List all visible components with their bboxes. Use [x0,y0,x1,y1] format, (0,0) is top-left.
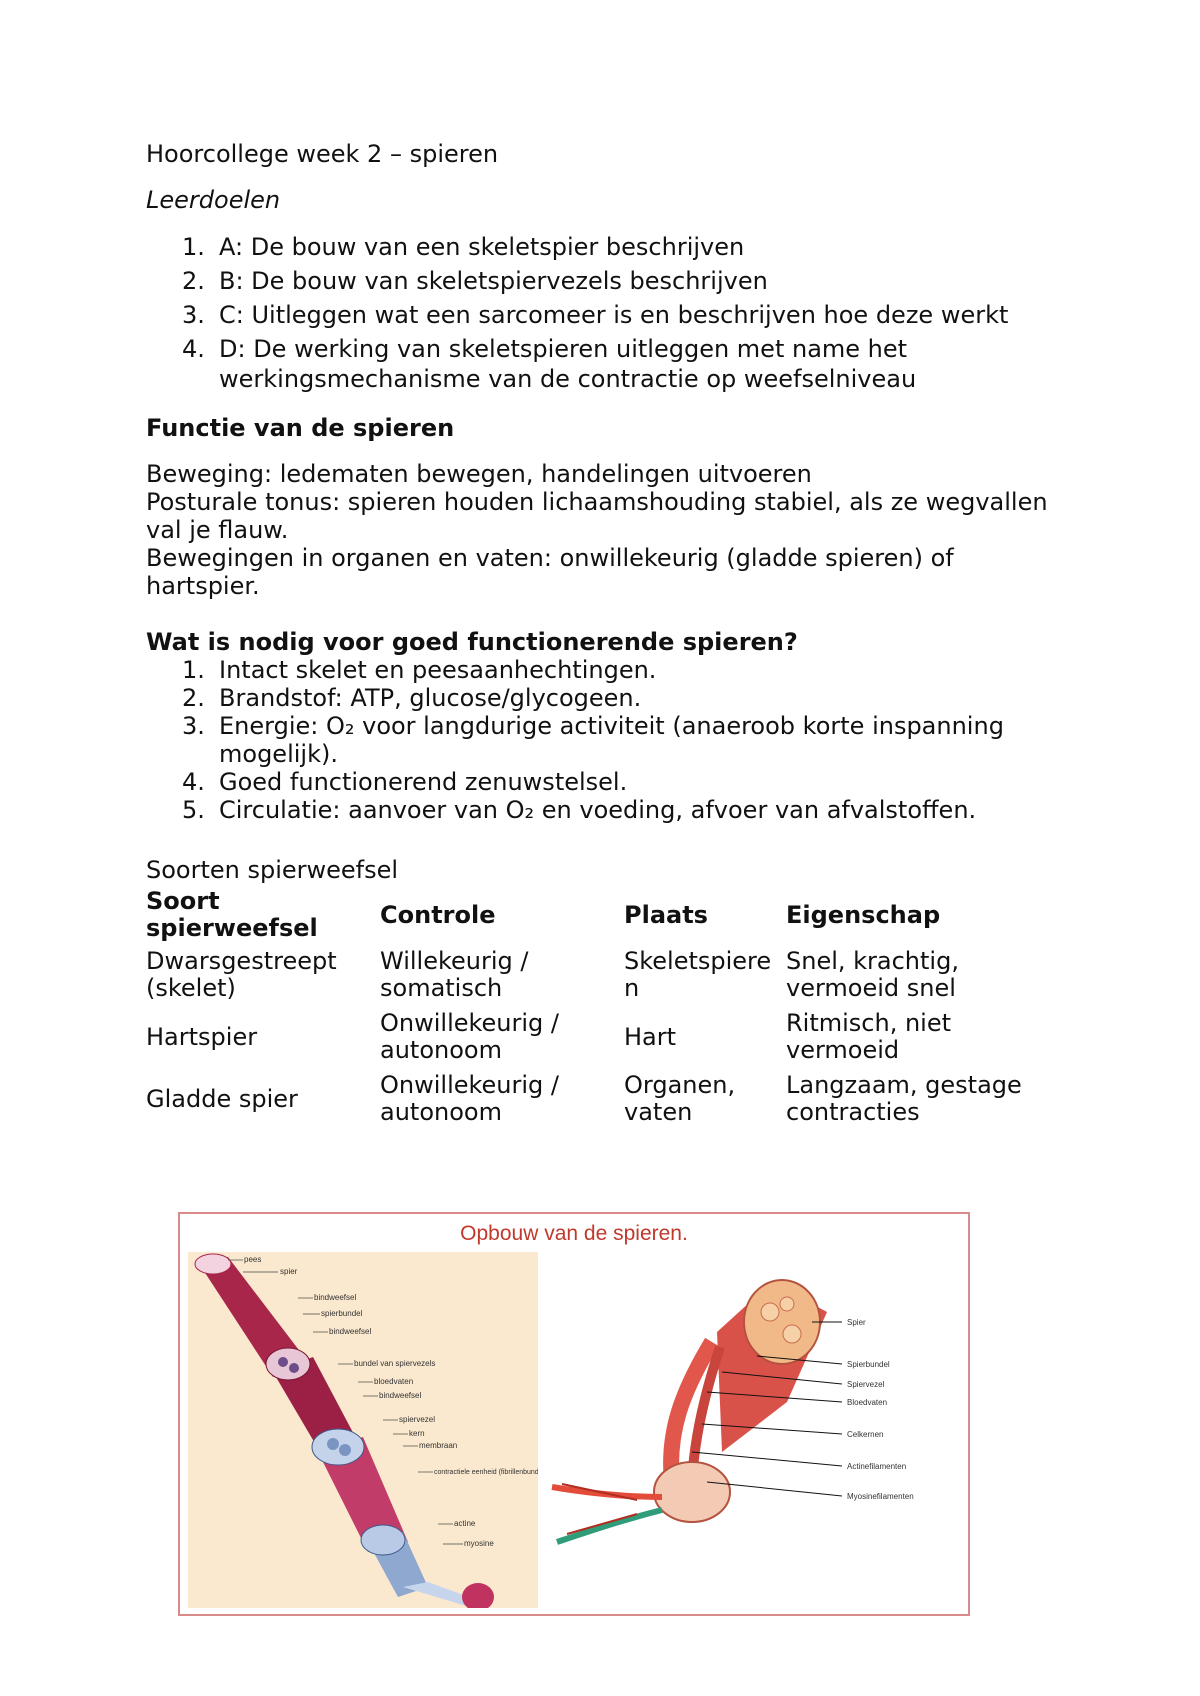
list-item: 2. Brandstof: ATP, glucose/glycogeen. [182,684,642,712]
table-cell: Snel, krachtig, vermoeid snel [786,947,959,1002]
label-text: contractiele eenheid (fibrillenbundel) [434,1469,538,1476]
table-cell: Gladde spier [146,1084,298,1113]
page-title: Hoorcollege week 2 – spieren [146,140,499,168]
list-item: 2. B: De bouw van skeletspiervezels beschrijven [182,267,768,295]
function-line: Bewegingen in organen en vaten: onwillekeurig (gladde spieren) of hartspier. [146,544,954,600]
table-cell: Willekeurig / somatisch [380,947,529,1002]
table-cell: Hart [624,1022,677,1051]
label-text: pees [244,1255,262,1264]
column-header: Plaats [624,900,708,929]
list-item: 5. Circulatie: aanvoer van O₂ en voeding, afvoer van afvalstoffen. [182,796,977,824]
table-cell: Onwillekeurig / autonoom [380,1071,560,1126]
muscle-hierarchy-illustration [188,1252,538,1608]
table-cell: Ritmisch, niet vermoeid [786,1009,952,1064]
muscle-fiber-illustration [542,1252,962,1608]
table-row [146,1068,1046,1130]
function-heading: Functie van de spieren [146,414,455,442]
muscle-structure-figure [178,1212,970,1616]
list-item: 3. Energie: O₂ voor langdurige activiteit (anaeroob korte inspanning mogelijk). [182,712,1004,768]
table-header-row [146,886,1046,944]
label-text: Spier [847,1318,866,1327]
label-text: Spierbundel [847,1360,890,1369]
label-text: Myosinefilamenten [847,1492,914,1501]
label-text: bindweefsel [314,1293,357,1302]
figure-title: Opbouw van de spieren. [460,1222,688,1245]
document-page [146,140,1066,1130]
column-header: Soort spierweefsel [146,887,318,942]
label-text: actine [454,1519,476,1528]
function-line: Posturale tonus: spieren houden lichaamshouding stabiel, als ze wegvallen val je flauw. [146,488,1048,544]
table-cell: Hartspier [146,1022,258,1051]
goals-list [146,232,1066,394]
label-text: kern [409,1429,425,1438]
label-text: Celkernen [847,1430,884,1439]
column-header: Eigenschap [786,900,941,929]
list-item: 4. D: De werking van skeletspieren uitleggen met name het werkingsmechanisme van de contractie op weefselniveau [182,335,917,393]
label-text: Actinefilamenten [847,1462,907,1471]
muscle-types-table [146,886,1046,1130]
list-item: 1. Intact skelet en peesaanhechtingen. [182,656,657,684]
label-text: Spiervezel [847,1380,885,1389]
label-text: spierbundel [321,1309,363,1318]
muscle-fiber-svg [542,1252,962,1608]
label-text: Bloedvaten [847,1398,888,1407]
table-cell: Onwillekeurig / autonoom [380,1009,560,1064]
table-cell: Skeletspieren [624,947,772,1002]
table-cell: Organen, vaten [624,1071,736,1126]
needs-list [146,656,1066,824]
list-item: 4. Goed functionerend zenuwstelsel. [182,768,628,796]
table-cell: Dwarsgestreept (skelet) [146,947,337,1002]
label-text: bloedvaten [374,1377,414,1386]
list-item: 3. C: Uitleggen wat een sarcomeer is en beschrijven hoe deze werkt [182,301,1009,329]
column-header: Controle [380,900,496,929]
label-text: spiervezel [399,1415,436,1424]
goals-heading: Leerdoelen [146,186,281,214]
function-line: Beweging: ledematen bewegen, handelingen uitvoeren [146,460,812,488]
muscle-hierarchy-svg [188,1252,538,1608]
label-text: bindweefsel [379,1391,422,1400]
label-text: membraan [419,1441,458,1450]
table-row [146,944,1046,1006]
table-cell: Langzaam, gestage contracties [786,1071,1022,1126]
muscle-segments-drawing [195,1254,494,1608]
label-text: bindweefsel [329,1327,372,1336]
table-row [146,1006,1046,1068]
list-item: 1. A: De bouw van een skeletspier beschrijven [182,233,745,261]
label-text: spier [280,1267,298,1276]
label-text: myosine [464,1539,494,1548]
label-text: bundel van spiervezels [354,1359,436,1368]
types-heading: Soorten spierweefsel [146,856,399,884]
muscle-fiber-drawing [552,1280,827,1542]
needs-heading: Wat is nodig voor goed functionerende spieren? [146,628,798,656]
